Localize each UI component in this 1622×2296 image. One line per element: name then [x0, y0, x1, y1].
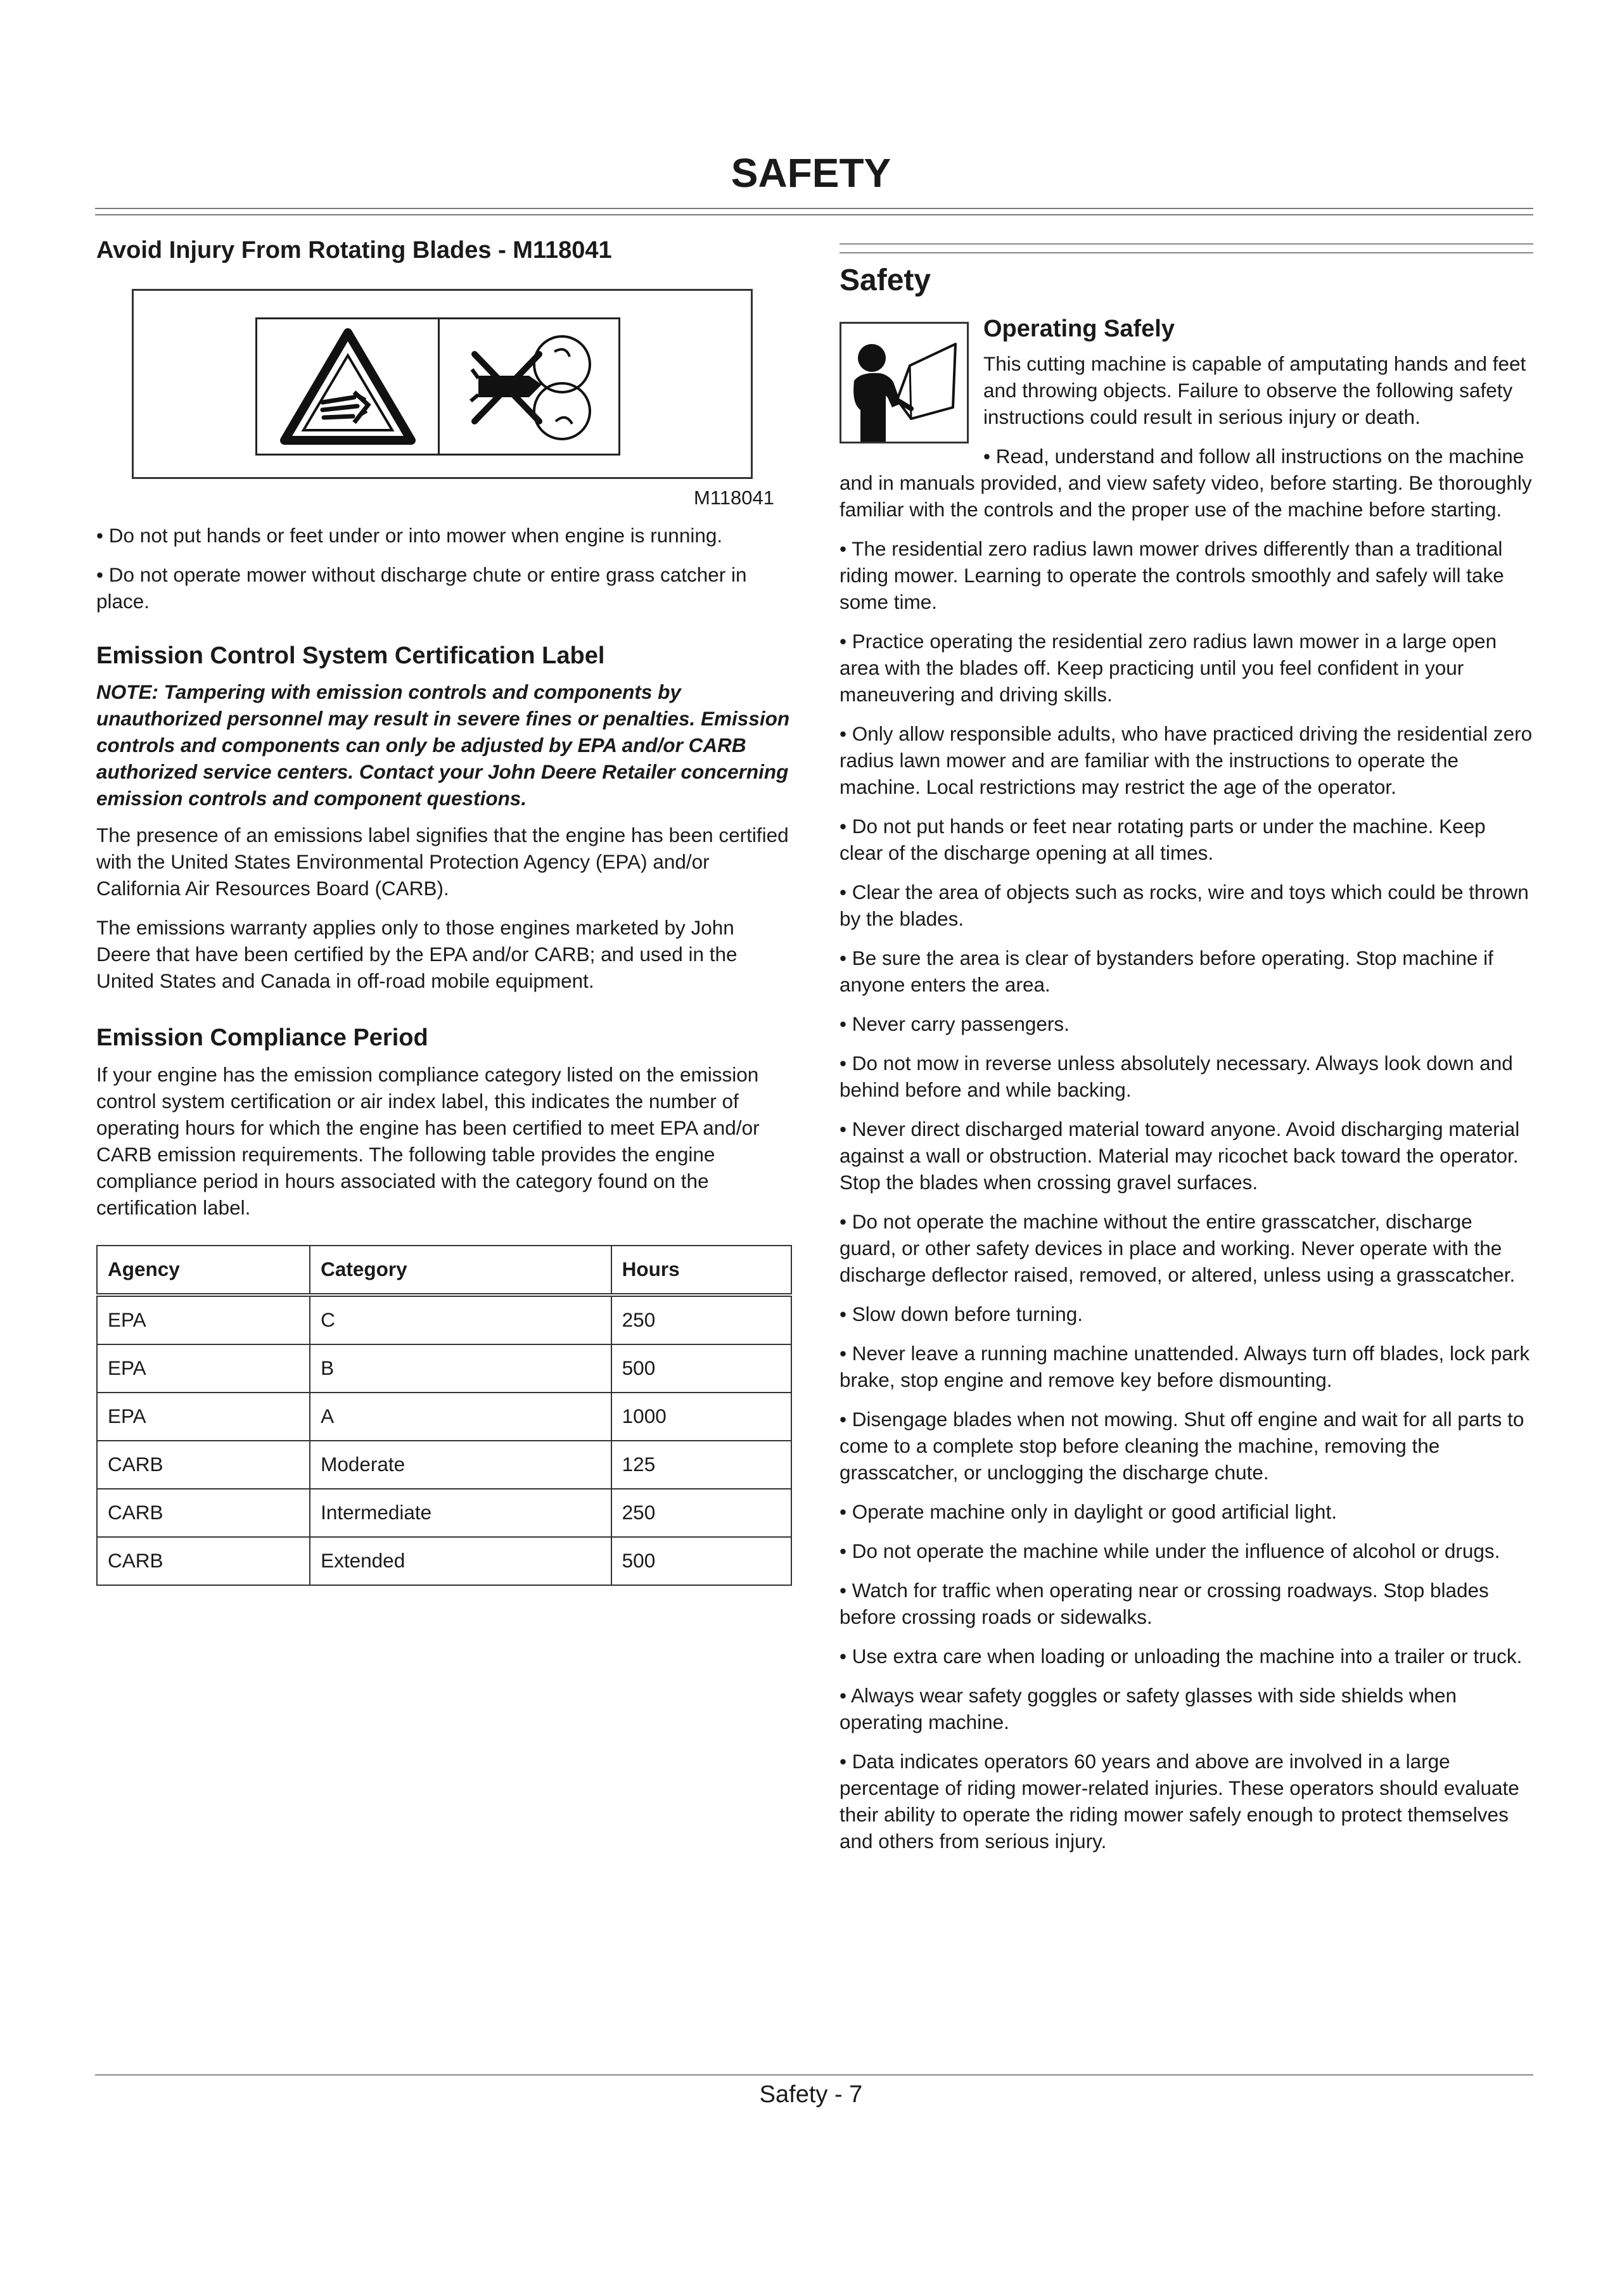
table-row: [97, 1344, 791, 1393]
compliance-heading: Emission Compliance Period: [96, 1024, 428, 1051]
table-row: [97, 1441, 791, 1489]
no-hands-near-blades-icon: [438, 319, 618, 454]
safety-bullet: • Slow down before turning.: [840, 1303, 1083, 1326]
emission-label-heading: Emission Control System Certification Label: [96, 642, 605, 669]
operating-safely-block: [840, 314, 1533, 431]
safety-bullet: • Do not put hands or feet near rotating parts or under the machine. Keep clear of the discharge opening at all times.: [840, 815, 1486, 865]
safety-bullet: • Always wear safety goggles or safety glasses with side shields when operating machine.: [840, 1684, 1457, 1734]
table-cell: 1000: [611, 1393, 791, 1441]
table-cell: Intermediate: [310, 1489, 611, 1537]
table-cell: CARB: [97, 1537, 310, 1585]
table-cell: 500: [611, 1344, 791, 1393]
safety-bullet: • Do not mow in reverse unless absolutely necessary. Always look down and behind before and while backing.: [840, 1052, 1513, 1102]
safety-bullet-list: [840, 443, 1533, 1854]
safety-section-title: Safety: [840, 264, 931, 297]
safety-bullet: • Do not operate the machine without the entire grasscatcher, discharge guard, or other safety devices in place and working. Never operate with the discharge deflector raised, removed, or altered, unless using a grasscatcher.: [840, 1210, 1516, 1287]
safety-bullet: • Never carry passengers.: [840, 1012, 1070, 1036]
table-row: [97, 1393, 791, 1441]
table-cell: Moderate: [310, 1441, 611, 1489]
table-header-cell: Hours: [611, 1246, 791, 1295]
compliance-table: [96, 1245, 792, 1586]
safety-divider: [840, 243, 1533, 253]
table-row: [97, 1537, 791, 1585]
emission-paragraph: The presence of an emissions label signifies that the engine has been certified with the United States Environmental Protection Agency (EPA) and/or California Air Resources Board (CARB).: [96, 824, 789, 900]
safety-bullet: • Be sure the area is clear of bystanders before operating. Stop machine if anyone enters the area.: [840, 947, 1493, 997]
table-cell: 125: [611, 1441, 791, 1489]
table-cell: Extended: [310, 1537, 611, 1585]
safety-bullet: • Clear the area of objects such as rocks, wire and toys which could be thrown by the blades.: [840, 881, 1529, 931]
table-cell: EPA: [97, 1344, 310, 1393]
table-header-cell: Category: [310, 1246, 611, 1295]
table-cell: B: [310, 1344, 611, 1393]
table-row: [97, 1295, 791, 1344]
safety-bullet: • Operate machine only in daylight or good artificial light.: [840, 1500, 1337, 1524]
compliance-paragraph: If your engine has the emission compliance category listed on the emission control system certification or air index label, this indicates the number of operating hours for which the engine has been certified to meet EPA and/or CARB emission requirements. The following table provides the engine compliance period in hours associated with the category found on the certification label.: [96, 1062, 760, 1219]
left-column: [96, 236, 792, 1586]
decal-code: M118041: [694, 486, 774, 509]
table-cell: CARB: [97, 1441, 310, 1489]
operating-intro: This cutting machine is capable of amputating hands and feet and throwing objects. Failure to observe the following safety instructions could result in serious injury or death.: [983, 352, 1526, 429]
blades-bullet: • Do not operate mower without discharge chute or entire grass catcher in place.: [96, 563, 747, 613]
table-cell: EPA: [97, 1295, 310, 1344]
safety-bullet: • Do not operate the machine while under the influence of alcohol or drugs.: [840, 1540, 1500, 1563]
table-cell: EPA: [97, 1393, 310, 1441]
safety-bullet: • Only allow responsible adults, who have practiced driving the residential zero radius lawn mower and are familiar with the instructions to operate the machine. Local restrictions may restrict the age of the operator.: [840, 722, 1533, 799]
emission-note: NOTE: Tampering with emission controls and components by unauthorized personnel may result in severe fines or penalties. Emission controls and components can only be adjusted by EPA and/or CARB authorized service centers. Contact your John Deere Retailer concerning emission controls and component questions.: [96, 680, 790, 810]
page-number: Safety - 7: [759, 2081, 863, 2108]
warning-triangle-icon: [257, 319, 438, 454]
table-cell: C: [310, 1295, 611, 1344]
blades-bullet: • Do not put hands or feet under or into mower when engine is running.: [96, 523, 723, 547]
safety-bullet: • Data indicates operators 60 years and above are involved in a large percentage of riding mower-related injuries. These operators should evaluate their ability to operate the riding mower safely enough to protect themselves and others from serious injury.: [840, 1750, 1519, 1853]
table-cell: A: [310, 1393, 611, 1441]
read-manual-icon: [840, 322, 969, 443]
safety-bullet: • Never direct discharged material toward anyone. Avoid discharging material against a wall or obstruction. Material may ricochet back toward the operator. Stop the blades when crossing gravel surfaces.: [840, 1118, 1520, 1194]
safety-bullet: • Watch for traffic when operating near or crossing roadways. Stop blades before crossing roads or sidewalks.: [840, 1579, 1489, 1629]
safety-bullet: • Never leave a running machine unattended. Always turn off blades, lock park brake, stop engine and remove key before dismounting.: [840, 1342, 1530, 1392]
table-cell: 250: [611, 1295, 791, 1344]
table-header-cell: Agency: [97, 1246, 310, 1295]
right-column: [840, 262, 1533, 1867]
safety-bullet: • Disengage blades when not mowing. Shut off engine and wait for all parts to come to a complete stop before cleaning the machine, removing the grasscatcher, or unclogging the discharge chute.: [840, 1408, 1524, 1484]
table-header-row: [97, 1246, 791, 1295]
table-cell: 500: [611, 1537, 791, 1585]
page-title: SAFETY: [731, 150, 891, 196]
safety-decal: [132, 289, 753, 479]
safety-bullet: • The residential zero radius lawn mower drives differently than a traditional riding mower. Learning to operate the controls smoothly and safely will take some time.: [840, 537, 1504, 614]
operating-safely-heading: Operating Safely: [983, 315, 1175, 342]
safety-bullet: • Use extra care when loading or unloading the machine into a trailer or truck.: [840, 1645, 1523, 1668]
footer-divider: [95, 2074, 1533, 2076]
blades-heading: Avoid Injury From Rotating Blades - M118041: [96, 237, 612, 264]
table-cell: 250: [611, 1489, 791, 1537]
table-row: [97, 1489, 791, 1537]
emission-paragraph: The emissions warranty applies only to those engines marketed by John Deere that have been certified by the EPA and/or CARB; and used in the United States and Canada in off-road mobile equipment.: [96, 916, 738, 992]
table-cell: CARB: [97, 1489, 310, 1537]
title-divider: [95, 208, 1533, 215]
safety-bullet: • Read, understand and follow all instructions on the machine and in manuals provided, and view safety video, before starting. Be thoroughly familiar with the controls and the proper use of the machine before starting.: [840, 445, 1532, 521]
safety-bullet: • Practice operating the residential zero radius lawn mower in a large open area with the blades off. Keep practicing until you feel confident in your maneuvering and driving skills.: [840, 630, 1497, 706]
